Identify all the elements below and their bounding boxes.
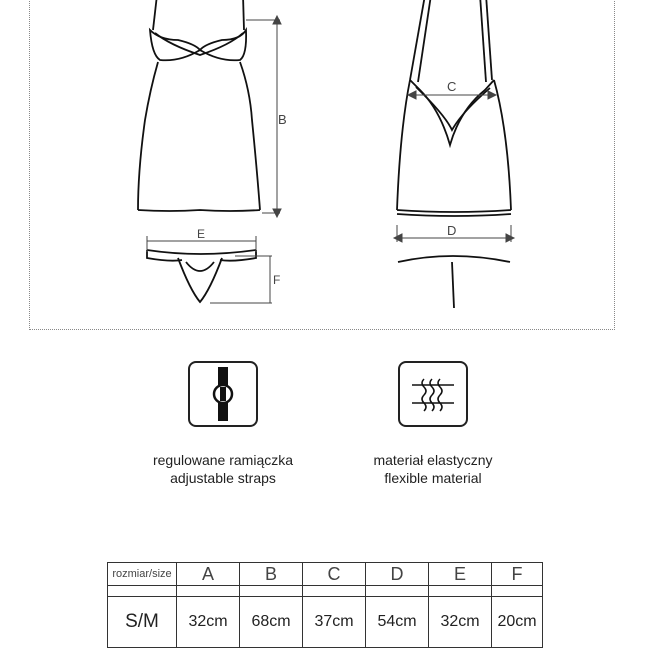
header-col-b: B: [240, 563, 303, 586]
row-size: S/M: [108, 597, 177, 648]
cell-d: 54cm: [366, 597, 429, 648]
label-b: B: [278, 112, 287, 127]
header-col-c: C: [303, 563, 366, 586]
cell-f: 20cm: [492, 597, 543, 648]
label-c: C: [447, 79, 457, 94]
header-col-e: E: [429, 563, 492, 586]
elastic-material-icon: [398, 361, 468, 427]
feature-label-en: adjustable straps: [170, 470, 276, 486]
cell-c: 37cm: [303, 597, 366, 648]
header-col-a: A: [177, 563, 240, 586]
feature-label-en: flexible material: [384, 470, 482, 486]
cell-e: 32cm: [429, 597, 492, 648]
adjustable-strap-icon: [188, 361, 258, 427]
header-size-label: rozmiar/size: [108, 563, 177, 586]
feature-label-pl: regulowane ramiączka: [152, 452, 294, 468]
cell-a: 32cm: [177, 597, 240, 648]
label-e: E: [197, 227, 206, 241]
table-spacer: [108, 586, 543, 597]
size-table: [107, 562, 543, 648]
header-col-d: D: [366, 563, 429, 586]
feature-flexible-material: [328, 361, 538, 487]
size-table-header: [108, 563, 543, 586]
feature-label-pl: materiał elastyczny: [373, 452, 493, 468]
label-f: F: [273, 273, 281, 287]
diagram-border: [29, 0, 615, 330]
label-d: D: [447, 223, 457, 238]
table-row: [108, 597, 543, 648]
cell-b: 68cm: [240, 597, 303, 648]
feature-adjustable-straps: [118, 361, 328, 487]
header-col-f: F: [492, 563, 543, 586]
